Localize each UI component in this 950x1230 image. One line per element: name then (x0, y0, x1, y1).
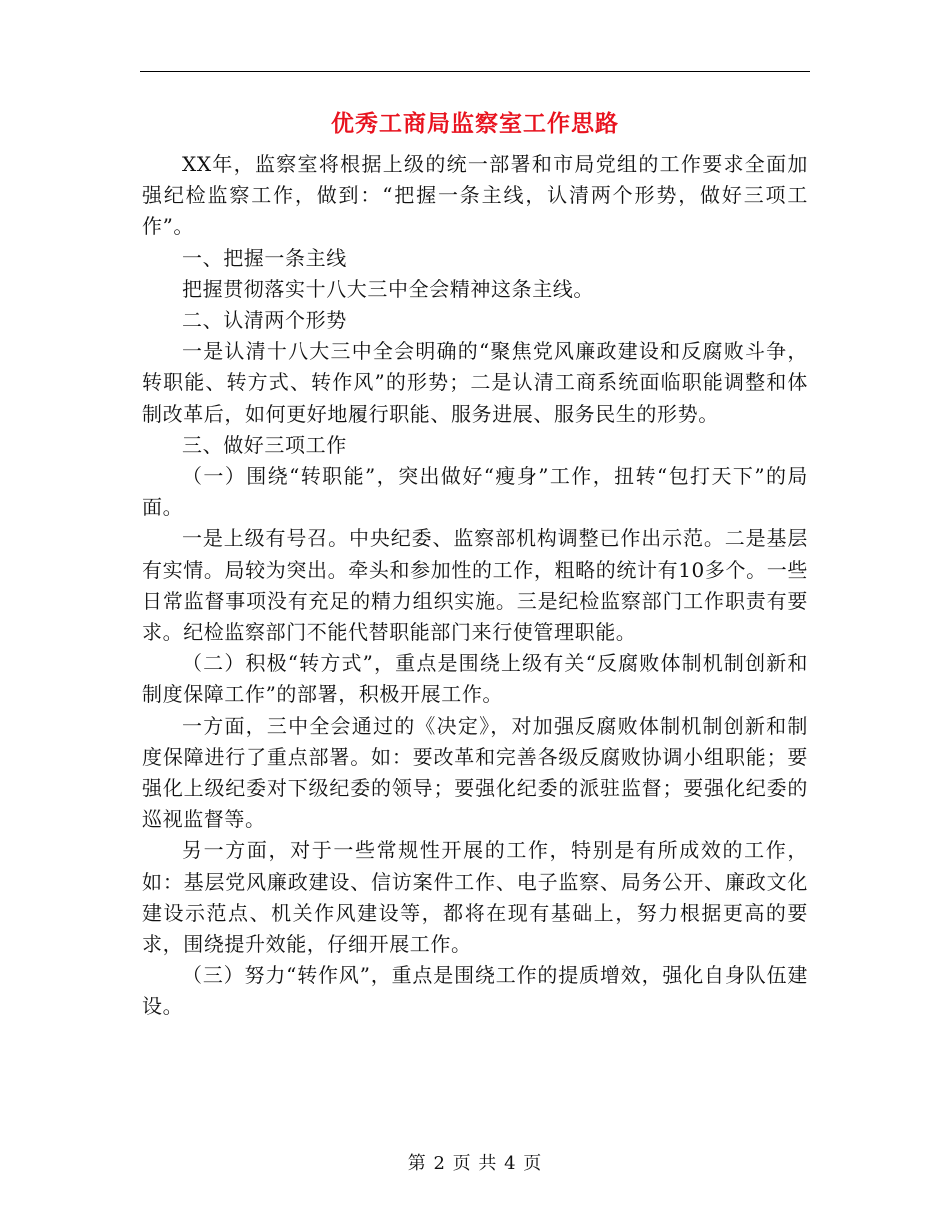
heading-section-3: 三、做好三项工作 (182, 432, 347, 457)
paragraph-intro: XX年，监察室将根据上级的统一部署和市局党组的工作要求全面加强纪检监察工作，做到：“把握一条主线，认清两个形势，做好三项工作”。 (142, 152, 808, 239)
header-rule (140, 71, 810, 72)
page-number: 第 2 页 共 4 页 (407, 1153, 543, 1174)
subheading-item-1: （一）围绕“转职能”，突出做好“瘦身”工作，扭转“包打天下”的局面。 (142, 464, 808, 520)
heading-section-1: 一、把握一条主线 (182, 245, 347, 270)
heading-section-2: 二、认清两个形势 (182, 308, 347, 333)
paragraph-item-2-b: 另一方面，对于一些常规性开展的工作，特别是有所成效的工作，如：基层党风廉政建设、信访案件工作、电子监察、局务公开、廉政文化建设示范点、机关作风建设等，都将在现有基础上，努力根据更高的要求，围绕提升效能，仔细开展工作。 (142, 838, 808, 957)
subheading-item-2: （二）积极“转方式”，重点是围绕上级有关“反腐败体制机制创新和制度保障工作”的部署，积极开展工作。 (142, 651, 808, 707)
paragraph-item-2-a: 一方面，三中全会通过的《决定》，对加强反腐败体制机制创新和制度保障进行了重点部署。如：要改革和完善各级反腐败协调小组职能；要强化上级纪委对下级纪委的领导；要强化纪委的派驻监督；要强化纪委的巡视监督等。 (142, 713, 808, 832)
document-body (142, 149, 808, 1023)
paragraph-section-2: 一是认清十八大三中全会明确的“聚焦党风廉政建设和反腐败斗争，转职能、转方式、转作风”的形势；二是认清工商系统面临职能调整和体制改革后，如何更好地履行职能、服务进展、服务民生的形势。 (142, 339, 808, 426)
document-title: 优秀工商局监察室工作思路 (331, 111, 619, 137)
paragraph-item-1: 一是上级有号召。中央纪委、监察部机构调整已作出示范。二是基层有实情。局较为突出。牵头和参加性的工作，粗略的统计有10多个。一些日常监督事项没有充足的精力组织实施。三是纪检监察部门工作职责有要求。纪检监察部门不能代替职能部门来行使管理职能。 (142, 526, 808, 645)
subheading-item-3: （三）努力“转作风”，重点是围绕工作的提质增效，强化自身队伍建设。 (142, 963, 808, 1019)
paragraph-section-1: 把握贯彻落实十八大三中全会精神这条主线。 (182, 276, 594, 301)
